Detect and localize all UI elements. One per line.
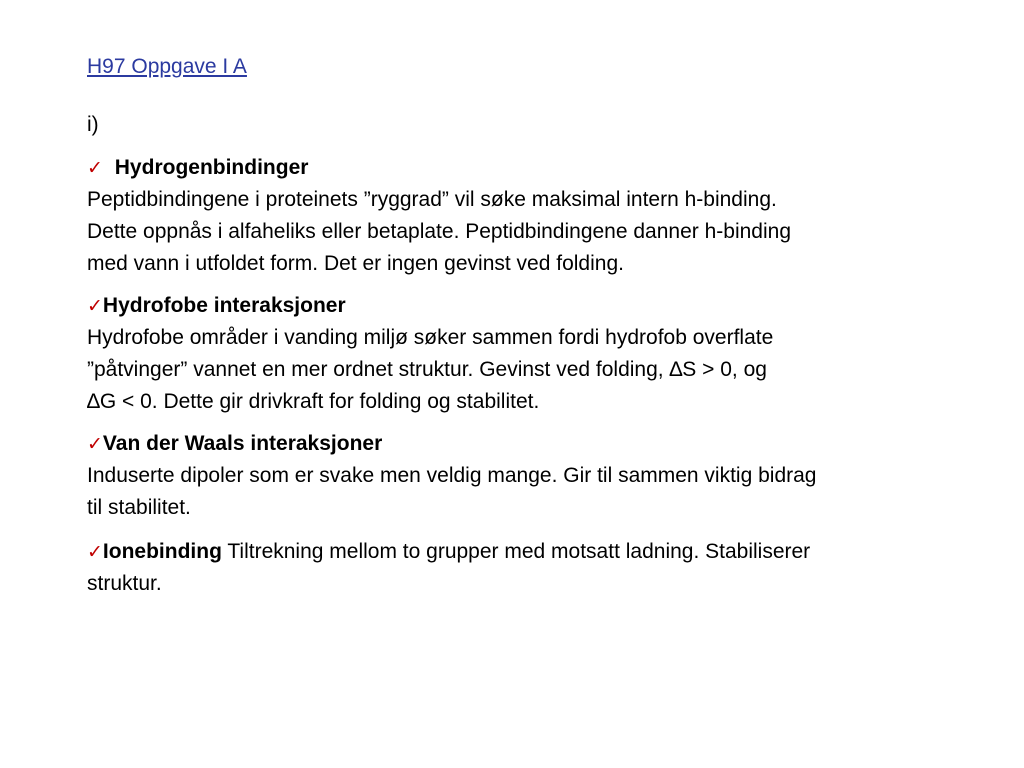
item-line: med vann i utfoldet form. Det er ingen gevinst ved folding. [87,252,624,275]
item-heading-row [87,536,987,568]
item-line: til stabilitet. [87,496,191,519]
list-item-hydrofobe [87,290,987,418]
list-item-hydrogenbindinger [87,152,987,280]
item-line: ”påtvinger” vannet en mer ordnet struktur. Gevinst ved folding, ∆S > 0, og [87,358,767,381]
item-heading: Ionebinding [102,540,222,563]
item-line: ∆G < 0. Dette gir drivkraft for folding og stabilitet. [87,390,540,413]
list-item-ionebinding [87,536,987,600]
item-heading: Hydrogenbindinger [114,156,309,179]
subheading: i) [87,113,99,136]
checkmark-icon: ✓ [87,541,103,563]
checkmark-icon: ✓ [87,295,103,317]
item-line: struktur. [87,572,162,595]
checkmark-icon: ✓ [87,157,103,179]
item-heading-row [87,290,987,322]
item-heading-row [87,152,987,184]
item-heading: Van der Waals interaksjoner [102,432,383,455]
item-line: Induserte dipoler som er svake men veldig mange. Gir til sammen viktig bidrag [87,464,817,487]
list-item-van-der-waals [87,428,987,524]
item-heading-row [87,428,987,460]
item-heading: Hydrofobe interaksjoner [102,294,346,317]
checkmark-icon: ✓ [87,433,103,455]
title-link[interactable]: H97 Oppgave I A [87,55,247,78]
item-inline-text: Tiltrekning mellom to grupper med motsatt ladning. Stabiliserer [221,540,811,563]
item-line: Hydrofobe områder i vanding miljø søker sammen fordi hydrofob overflate [87,326,774,349]
item-line: Dette oppnås i alfaheliks eller betaplate. Peptidbindingene danner h-binding [87,220,792,243]
item-line: Peptidbindingene i proteinets ”ryggrad” vil søke maksimal intern h-binding. [87,188,777,211]
